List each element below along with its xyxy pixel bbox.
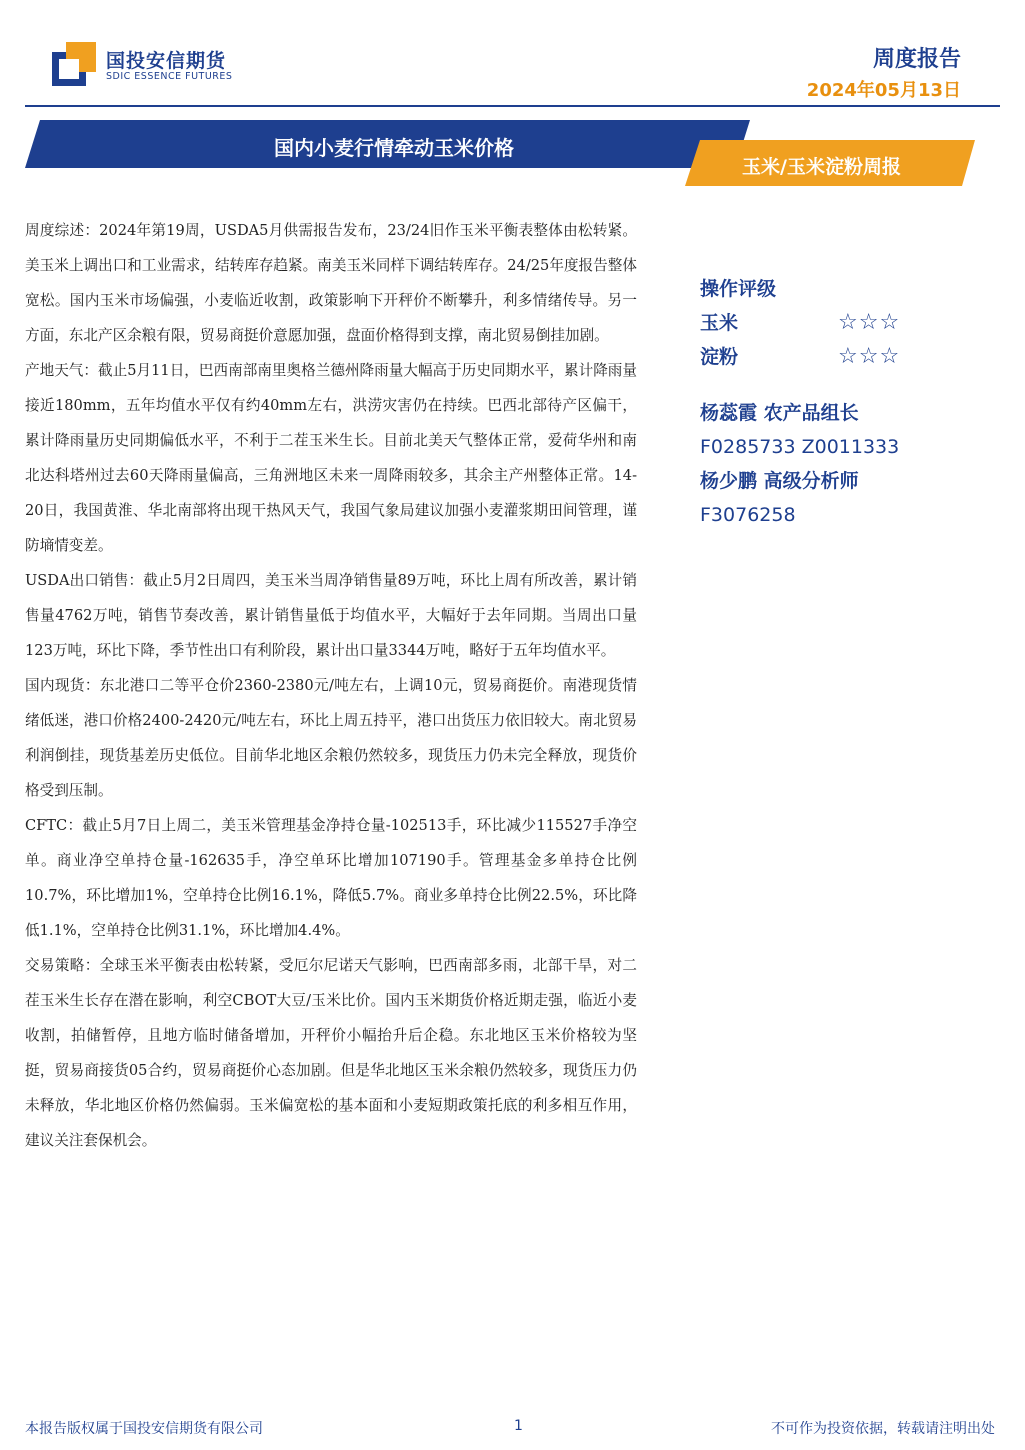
- report-date: 2024年05月13日: [806, 80, 961, 101]
- paragraph-weather: 产地天气：截止5月11日，巴西南部南里奥格兰德州降雨量大幅高于历史同期水平，累计降雨量接近180mm，五年均值水平仅有约40mm左右，洪涝灾害仍在持续。巴西北部待产区偏干，累计降雨量历史同期偏低水平，不利于二茬玉米生长。目前北美天气整体正常，爱荷华州和南北达科塔州过去60天降雨量偏高，三角洲地区未来一周降雨较多，其余主产州整体正常。14-20日，我国黄淮、华北南部将出现干热风天气，我国气象局建议加强小麦灌浆期田间管理，谨防墒情变差。: [25, 362, 637, 554]
- logo-mark-icon: [52, 42, 96, 86]
- paragraph-weekly-summary: 周度综述：2024年第19周，USDA5月供需报告发布，23/24旧作玉米平衡表整体由松转紧。美玉米上调出口和工业需求，结转库存趋紧。南美玉米同样下调结转库存。24/25年度报告整体宽松。国内玉米市场偏强，小麦临近收割，政策影响下开秤价不断攀升，利多情绪传导。另一方面，东北产区余粮有限，贸易商挺价意愿加强，盘面价格得到支撑，南北贸易倒挂加剧。: [25, 222, 637, 344]
- footer-disclaimer: 不可作为投资依据，转载请注明出处: [771, 1421, 995, 1437]
- analyst-license: F3076258: [700, 504, 796, 526]
- footer-copyright: 本报告版权属于国投安信期货有限公司: [25, 1421, 263, 1437]
- report-subtitle: 玉米/玉米淀粉周报: [742, 156, 901, 178]
- analyst-block: [700, 396, 980, 532]
- report-title: 国内小麦行情牵动玉米价格: [274, 136, 514, 160]
- star-rating-icon: ☆☆☆: [838, 310, 901, 335]
- paragraph-strategy: 交易策略：全球玉米平衡表由松转紧，受厄尔尼诺天气影响，巴西南部多雨，北部干旱，对二茬玉米生长存在潜在影响，利空CBOT大豆/玉米比价。国内玉米期货价格近期走强，临近小麦收割，拍储暂停，且地方临时储备增加，开秤价小幅抬升后企稳。东北地区玉米价格较为坚挺，贸易商接货05合约，贸易商挺价心态加剧。但是华北地区玉米余粮仍然较多，现货压力仍未释放，华北地区价格仍然偏弱。玉米偏宽松的基本面和小麦短期政策托底的利多相互作用，建议关注套保机会。: [25, 957, 637, 1149]
- page-number: 1: [514, 1418, 523, 1434]
- analyst-name-title: 杨少鹏 高级分析师: [700, 470, 859, 492]
- star-rating-icon: ☆☆☆: [838, 344, 901, 369]
- paragraph-cftc: CFTC：截止5月7日上周二，美玉米管理基金净持仓量-102513手，环比减少115527手净空单。商业净空单持仓量-162635手，净空单环比增加107190手。管理基金多单持仓比例10.7%，环比增加1%，空单持仓比例16.1%，降低5.7%。商业多单持仓比例22.5%，环比降低1.1%，空单持仓比例31.1%，环比增加4.4%。: [25, 817, 637, 939]
- rating-label: 玉米: [700, 312, 739, 334]
- analyst-license: F0285733 Z0011333: [700, 436, 900, 458]
- rating-heading: 操作评级: [700, 278, 777, 300]
- paragraph-domestic-spot: 国内现货：东北港口二等平仓价2360-2380元/吨左右，上调10元，贸易商挺价。南港现货情绪低迷，港口价格2400-2420元/吨左右，环比上周五持平，港口出货压力依旧较大。南北贸易利润倒挂，现货基差历史低位。目前华北地区余粮仍然较多，现货压力仍未完全释放，现货价格受到压制。: [25, 677, 637, 799]
- rating-row-starch: [700, 340, 980, 374]
- sidebar: [700, 272, 980, 532]
- company-logo: [52, 40, 242, 90]
- rating-label: 淀粉: [700, 346, 739, 368]
- header-divider: [25, 105, 1000, 107]
- rating-row-corn: [700, 306, 980, 340]
- report-body: [25, 213, 637, 1158]
- paragraph-usda-export: USDA出口销售：截止5月2日周四，美玉米当周净销售量89万吨，环比上周有所改善，累计销售量4762万吨，销售节奏改善，累计销售量低于均值水平，大幅好于去年同期。当周出口量123万吨，环比下降，季节性出口有利阶段，累计出口量3344万吨，略好于五年均值水平。: [25, 572, 637, 659]
- analyst-name-title: 杨蕊霞 农产品组长: [700, 402, 859, 424]
- report-type: 周度报告: [872, 47, 961, 72]
- logo-english-name: SDIC ESSENCE FUTURES: [106, 71, 233, 82]
- logo-chinese-name: 国投安信期货: [106, 50, 227, 72]
